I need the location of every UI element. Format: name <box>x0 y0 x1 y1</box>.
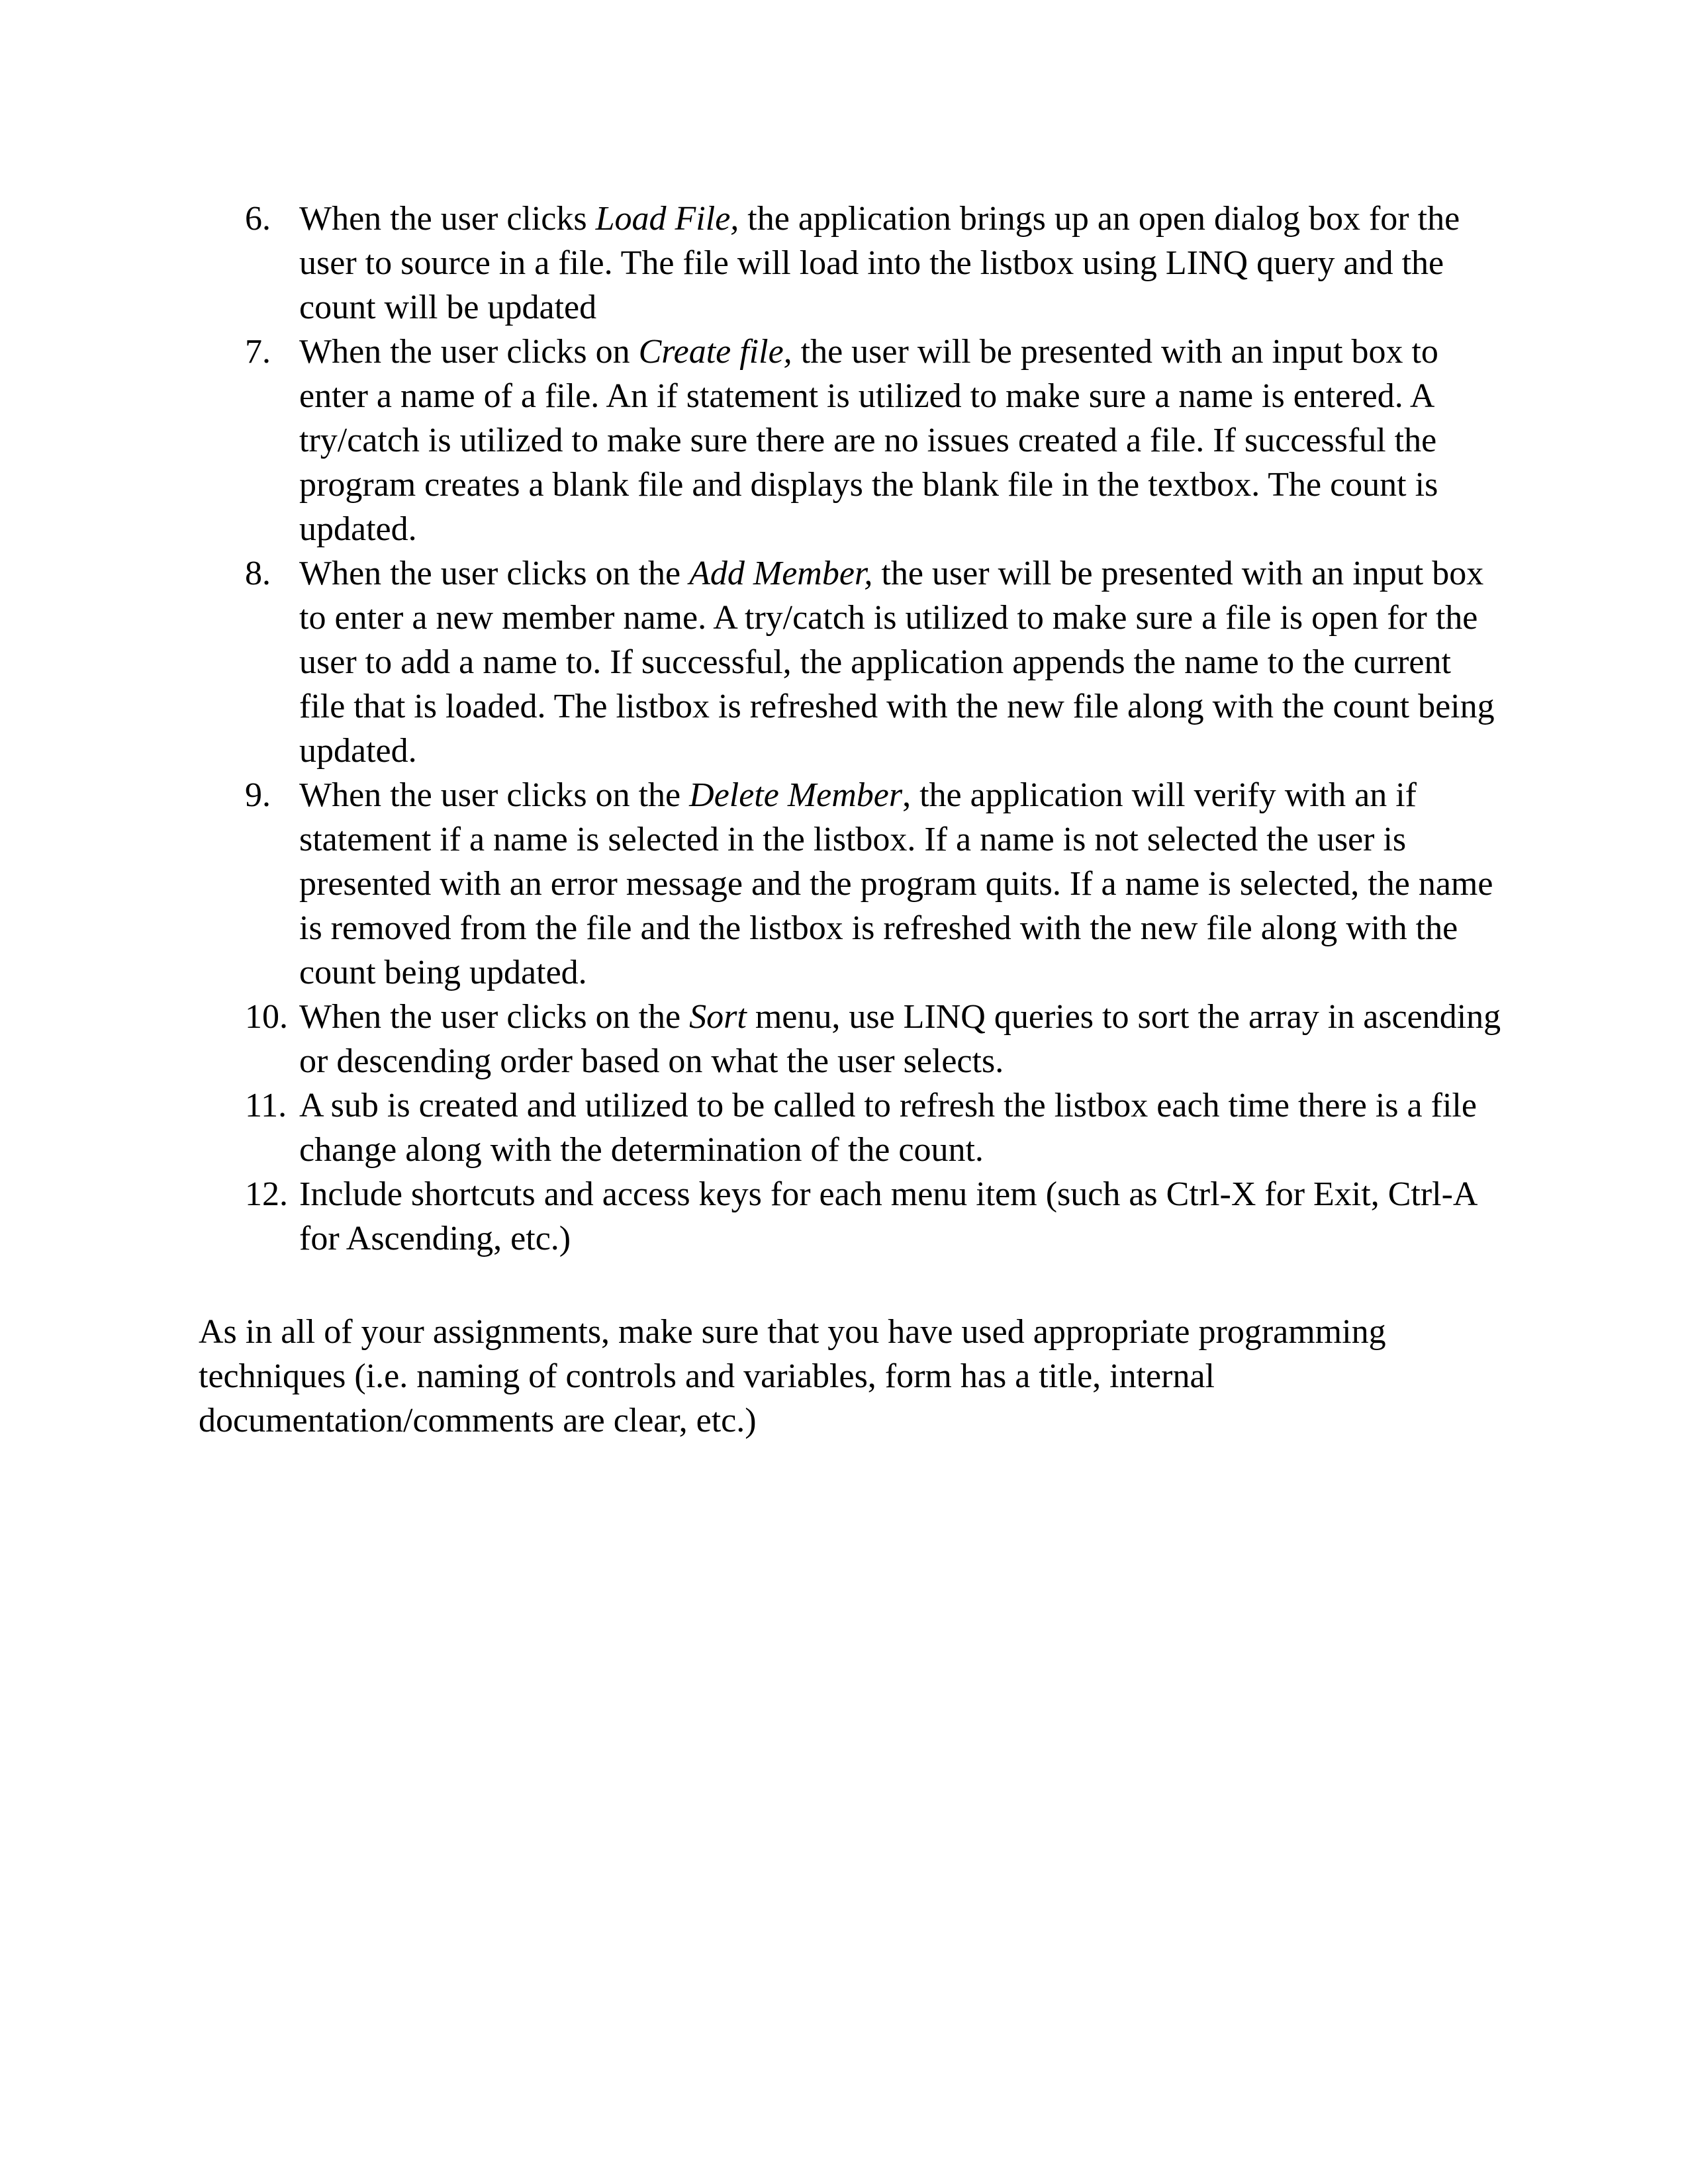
list-item-emphasis: Load File, <box>595 200 739 238</box>
list-item-number: 6. <box>245 200 271 238</box>
list-item-emphasis: Add Member, <box>689 555 873 592</box>
list-item-text: the user will be presented with an input box to enter a new member name. A try/catch is utilized to make sure a file is open for the user to add a name to. If successful, the application appends the name to the current file that is loaded. The listbox is refreshed with the new file along with the count being updated. <box>299 555 1495 770</box>
list-item <box>245 773 1503 995</box>
list-item-text: When the user clicks on the <box>299 776 690 814</box>
list-item-text: When the user clicks on the <box>299 555 690 592</box>
list-item-emphasis: Sort <box>689 998 747 1036</box>
requirements-list <box>245 197 1503 1261</box>
list-item <box>245 197 1503 330</box>
list-item-text: , the application will verify with an if statement if a name is selected in the listbox. If a name is not selected the user is presented with an error message and the program quits. If a name is selected, the name is removed from the file and the listbox is refreshed with the new file along with the count being updated. <box>299 776 1493 991</box>
list-item-text: Include shortcuts and access keys for each menu item (such as Ctrl-X for Exit, Ctrl-A for Ascending, etc.) <box>299 1175 1476 1257</box>
list-item-text: the user will be presented with an input box to enter a name of a file. An if statement is utilized to make sure a name is entered. A try/catch is utilized to make sure there are no issues created a file. If successful the program creates a blank file and displays the blank file in the textbox. The count is updated. <box>299 333 1438 548</box>
list-item-number: 8. <box>245 555 271 592</box>
list-item-number: 7. <box>245 333 271 371</box>
list-item <box>245 995 1503 1083</box>
list-item-text: A sub is created and utilized to be called to refresh the listbox each time there is a file change along with the determination of the count. <box>299 1087 1477 1169</box>
list-item-number: 10. <box>245 998 288 1036</box>
list-item-number: 11. <box>245 1087 287 1124</box>
list-item-emphasis: Delete Member <box>689 776 903 814</box>
list-item <box>245 1083 1503 1172</box>
closing-paragraph: As in all of your assignments, make sure that you have used appropriate programming techniques (i.e. naming of controls and variables, form has a title, internal documentation/comments are clear, etc.) <box>199 1313 1386 1439</box>
list-item-number: 9. <box>245 776 271 814</box>
list-item-text: the application brings up an open dialog box for the user to source in a file. The file will load into the listbox using LINQ query and the count will be updated <box>299 200 1460 326</box>
list-item-number: 12. <box>245 1175 288 1213</box>
list-item-text: When the user clicks on <box>299 333 639 371</box>
list-item <box>245 1172 1503 1261</box>
list-item-text: When the user clicks <box>299 200 596 238</box>
list-item-emphasis: Create file, <box>638 333 792 371</box>
list-item <box>245 551 1503 773</box>
list-item-text: When the user clicks on the <box>299 998 690 1036</box>
list-item-text: menu, use LINQ queries to sort the array in ascending or descending order based on what the user selects. <box>299 998 1501 1080</box>
list-item <box>245 330 1503 551</box>
